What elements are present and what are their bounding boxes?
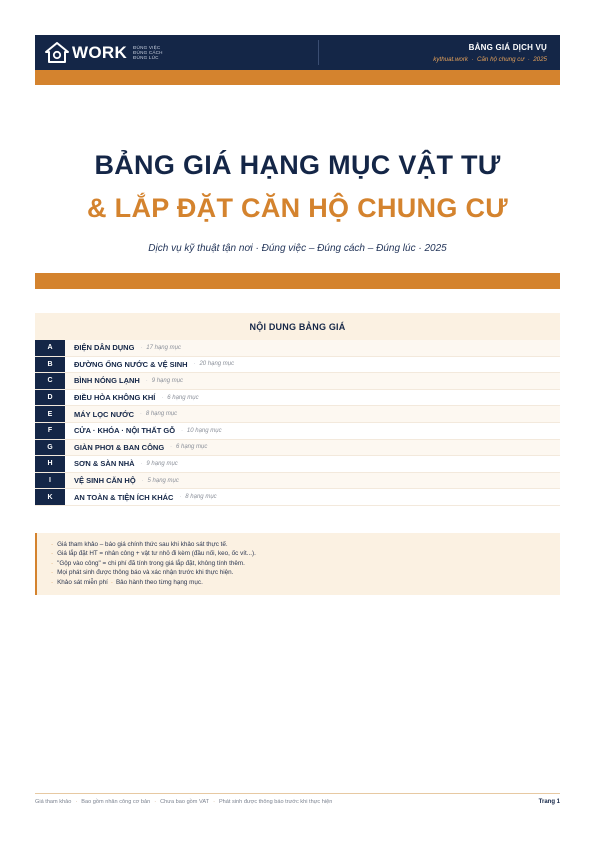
section-name: BÌNH NÓNG LẠNH xyxy=(74,376,140,386)
separator-dot: · xyxy=(139,411,142,418)
separator-dot: · xyxy=(145,377,148,384)
header-meta: kythuat.work · Căn hộ chung cư · 2025 xyxy=(433,56,547,63)
item-count: 9 hạng mục xyxy=(146,460,178,467)
separator-dot: · xyxy=(161,394,164,401)
note-line: · Giá lắp đặt HT = nhân công + vật tư nhỏ đi kèm (đầu nối, keo, ốc vít...). xyxy=(51,550,256,558)
item-count: 8 hạng mục xyxy=(185,494,217,501)
contents-list xyxy=(35,340,560,506)
section-name: ĐƯỜNG ỐNG NƯỚC & VỆ SINH xyxy=(74,359,188,369)
separator-dot: · xyxy=(181,427,183,434)
header-title: BẢNG GIÁ DỊCH VỤ xyxy=(468,43,547,52)
note-line: · Giá tham khảo – báo giá chính thức sau khi khảo sát thực tế. xyxy=(51,541,228,548)
contents-item-c xyxy=(35,373,560,390)
logo-tagline: ĐÚNG VIỆC ĐÚNG CÁCH ĐÚNG LÚC xyxy=(133,45,163,60)
separator-dot: · xyxy=(140,460,143,467)
page-title-line-2: & LẮP ĐẶT CĂN HỘ CHUNG CƯ xyxy=(87,193,508,223)
contents-item-f xyxy=(35,423,560,440)
section-letter-badge: C xyxy=(35,373,65,389)
separator-dot: · xyxy=(141,477,144,484)
section-letter-badge: H xyxy=(35,456,65,472)
item-count: 6 hạng mục xyxy=(176,444,208,451)
contents-item-a xyxy=(35,340,560,357)
contents-item-b xyxy=(35,357,560,374)
section-letter-badge: F xyxy=(35,423,65,439)
section-name: CỬA · KHÓA · NỘI THẤT GỖ xyxy=(74,426,176,436)
note-line: · "Gộp vào công" = chi phí đã tính trong giá lắp đặt, không tính thêm. xyxy=(51,559,245,567)
notes-box xyxy=(35,533,560,595)
section-name: GIÀN PHƠI & BAN CÔNG xyxy=(74,442,165,452)
header-bar xyxy=(35,35,560,70)
separator-dot: · xyxy=(140,344,143,351)
item-count: 6 hạng mục xyxy=(167,394,199,401)
note-line: · Khảo sát miễn phí · Bảo hành theo từng hạng mục. xyxy=(51,578,203,586)
contents-item-g xyxy=(35,440,560,457)
section-letter-badge: G xyxy=(35,440,65,456)
item-count: 20 hạng mục xyxy=(199,361,235,368)
note-line: · Mọi phát sinh được thông báo và xác nhận trước khi thực hiện. xyxy=(51,569,234,577)
item-count: 10 hạng mục xyxy=(186,427,222,434)
section-letter-badge: A xyxy=(35,340,65,356)
contents-item-e xyxy=(35,406,560,423)
section-letter-badge: E xyxy=(35,406,65,422)
page-number: Trang 1 xyxy=(538,799,560,805)
item-count: 9 hạng mục xyxy=(151,377,184,384)
section-letter-badge: D xyxy=(35,390,65,406)
logo-wordmark: WORK xyxy=(72,42,128,62)
section-name: VỆ SINH CĂN HỘ xyxy=(74,476,136,486)
item-count: 5 hạng mục xyxy=(147,477,179,484)
contents-item-d xyxy=(35,390,560,407)
section-divider-bar xyxy=(35,273,560,289)
page-tagline: Dịch vụ kỹ thuật tận nơi · Đúng việc – Đúng cách – Đúng lúc · 2025 xyxy=(148,243,447,254)
section-name: SƠN & SÀN NHÀ xyxy=(74,459,135,469)
logo xyxy=(45,42,163,63)
house-logo-icon xyxy=(45,42,69,63)
contents-table xyxy=(35,313,560,506)
separator-dot: · xyxy=(170,444,172,451)
page-title-line-1: BẢNG GIÁ HẠNG MỤC VẬT TƯ xyxy=(94,150,501,180)
footer-notes: Giá tham khảo · Bao gồm nhân công cơ bản · Chưa bao gồm VAT · Phát sinh được thông báo trước khi thực hiện xyxy=(35,799,333,805)
item-count: 8 hạng mục xyxy=(145,411,178,418)
section-name: ĐIỀU HÒA KHÔNG KHÍ xyxy=(74,393,156,403)
contents-item-k xyxy=(35,489,560,506)
header-divider xyxy=(318,40,319,65)
section-name: MÁY LỌC NƯỚC xyxy=(74,409,134,419)
contents-item-i xyxy=(35,473,560,490)
contents-item-h xyxy=(35,456,560,473)
section-letter-badge: K xyxy=(35,489,65,505)
footer-rule xyxy=(35,793,560,794)
separator-dot: · xyxy=(179,494,182,501)
separator-dot: · xyxy=(193,361,196,368)
notes-list xyxy=(51,540,560,578)
contents-heading: NỘI DUNG BẢNG GIÁ xyxy=(35,313,560,340)
section-letter-badge: I xyxy=(35,473,65,489)
item-count: 17 hạng mục xyxy=(146,344,181,351)
section-name: ĐIỆN DÂN DỤNG xyxy=(74,343,135,353)
header-accent-bar xyxy=(35,70,560,85)
section-name: AN TOÀN & TIỆN ÍCH KHÁC xyxy=(74,492,174,502)
section-letter-badge: B xyxy=(35,357,65,373)
